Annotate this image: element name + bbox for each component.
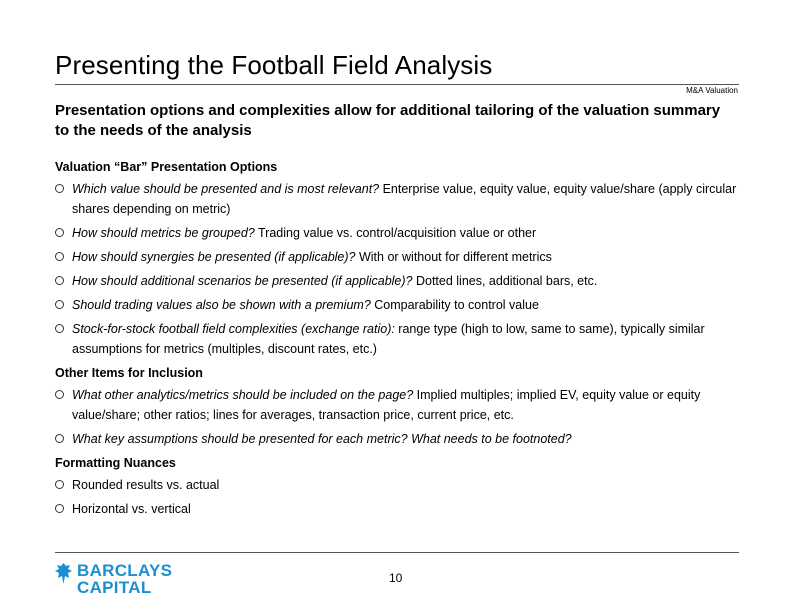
bullet-question: Should trading values also be shown with a premium? bbox=[72, 298, 371, 312]
bullet-item bbox=[55, 271, 745, 291]
bullet-answer: Implied multiples; implied EV, equity value or equity value/share; other ratios; lines for averages, transaction price, current price, etc. bbox=[72, 388, 701, 422]
bullet-item bbox=[55, 247, 745, 267]
bullet-answer: Trading value vs. control/acquisition value or other bbox=[254, 226, 537, 240]
bullet-answer: range type (high to low, same to same), typically similar assumptions for metrics (multiples, discount rates, etc.) bbox=[72, 322, 705, 356]
circle-bullet-icon bbox=[55, 276, 64, 285]
barclays-capital-logo bbox=[54, 561, 174, 597]
header-divider bbox=[55, 84, 739, 85]
circle-bullet-icon bbox=[55, 252, 64, 261]
circle-bullet-icon bbox=[55, 390, 64, 399]
circle-bullet-icon bbox=[55, 504, 64, 513]
footer-divider bbox=[55, 552, 739, 553]
bullet-item bbox=[55, 475, 745, 495]
bullet-item bbox=[55, 385, 745, 425]
bullet-question: How should additional scenarios be presented (if applicable)? bbox=[72, 274, 413, 288]
bullet-answer: Enterprise value, equity value, equity value/share (apply circular shares depending on metric) bbox=[72, 182, 737, 216]
logo-text-capital: CAPITAL bbox=[77, 578, 152, 597]
bullet-question: How should metrics be grouped? bbox=[72, 226, 255, 240]
bullet-item bbox=[55, 429, 745, 449]
page-title: Presenting the Football Field Analysis bbox=[55, 50, 493, 80]
bullet-answer: Comparability to control value bbox=[370, 298, 539, 312]
bullet-question: Which value should be presented and is most relevant? bbox=[72, 182, 380, 196]
bullet-answer: Rounded results vs. actual bbox=[72, 478, 220, 492]
bullet-item bbox=[55, 295, 745, 315]
bullet-question: What other analytics/metrics should be included on the page? bbox=[72, 388, 414, 402]
bullet-item bbox=[55, 499, 745, 519]
slide-subtitle: Presentation options and complexities allow for additional tailoring of the valuation summary to the needs of the analysis bbox=[55, 102, 721, 139]
section-heading: Formatting Nuances bbox=[55, 456, 176, 470]
bullet-answer: Dotted lines, additional bars, etc. bbox=[412, 274, 598, 288]
bullet-item bbox=[55, 223, 745, 243]
bullet-question: What key assumptions should be presented for each metric? What needs to be footnoted? bbox=[72, 432, 572, 446]
bullet-question: Stock-for-stock football field complexities (exchange ratio): bbox=[72, 322, 395, 336]
bullet-item bbox=[55, 319, 745, 359]
logo-text-barclays: BARCLAYS bbox=[77, 561, 173, 580]
section-heading: Valuation “Bar” Presentation Options bbox=[55, 160, 278, 174]
section-heading: Other Items for Inclusion bbox=[55, 366, 203, 380]
bullet-question: How should synergies be presented (if applicable)? bbox=[72, 250, 356, 264]
circle-bullet-icon bbox=[55, 434, 64, 443]
circle-bullet-icon bbox=[55, 480, 64, 489]
eagle-icon bbox=[54, 562, 73, 586]
circle-bullet-icon bbox=[55, 300, 64, 309]
circle-bullet-icon bbox=[55, 228, 64, 237]
slide-body bbox=[55, 157, 745, 523]
bullet-answer: Horizontal vs. vertical bbox=[72, 502, 191, 516]
section-label: M&A Valuation bbox=[686, 86, 738, 95]
bullet-item bbox=[55, 179, 745, 219]
circle-bullet-icon bbox=[55, 324, 64, 333]
page-number: 10 bbox=[389, 571, 403, 585]
circle-bullet-icon bbox=[55, 184, 64, 193]
bullet-answer: With or without for different metrics bbox=[355, 250, 552, 264]
